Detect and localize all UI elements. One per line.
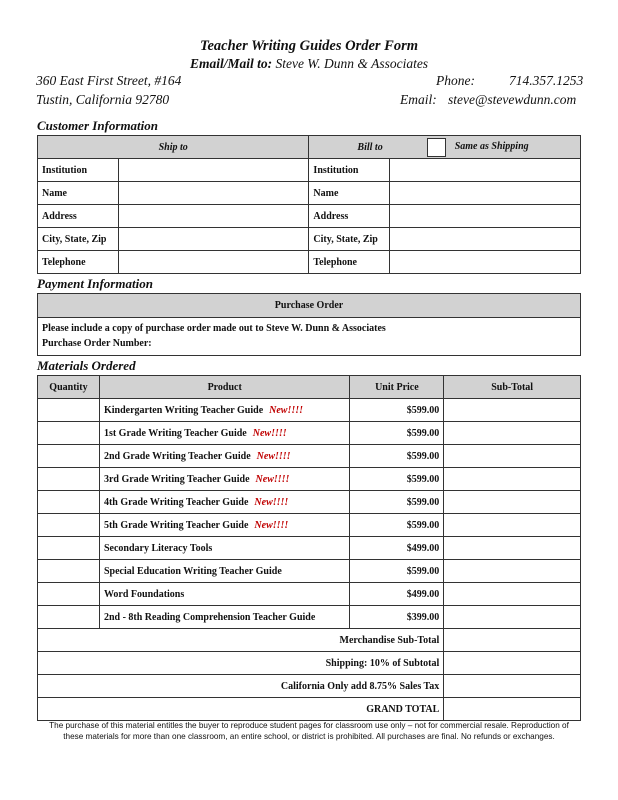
same-as-shipping-checkbox[interactable] [427, 138, 446, 157]
ship-address-label: Address [38, 205, 119, 228]
materials-table [37, 375, 581, 721]
merchandise-subtotal-field[interactable] [444, 629, 581, 652]
unit-price: $599.00 [350, 560, 444, 583]
ship-telephone-label: Telephone [38, 251, 119, 274]
shipping-label: Shipping: 10% of Subtotal [38, 652, 444, 675]
purchase-order-header: Purchase Order [38, 294, 581, 318]
subtotal-field[interactable] [444, 422, 581, 445]
form-title: Teacher Writing Guides Order Form [199, 38, 419, 54]
quantity-field[interactable] [38, 583, 100, 606]
email-mail-label: Email/Mail to: [189, 56, 273, 71]
table-row [38, 399, 581, 422]
product-cell [99, 399, 349, 422]
product-cell [99, 583, 349, 606]
product-name: 2nd - 8th Reading Comprehension Teacher Guide [103, 611, 316, 623]
table-row [38, 560, 581, 583]
unit-price: $599.00 [350, 491, 444, 514]
materials-heading: Materials Ordered [37, 358, 136, 373]
subtotal-column-header: Sub-Total [444, 376, 581, 399]
unit-price: $599.00 [350, 514, 444, 537]
phone-value: 714.357.1253 [509, 73, 584, 88]
ship-city-field[interactable] [118, 228, 309, 251]
quantity-column-header: Quantity [38, 376, 100, 399]
bill-to-label: Bill to [357, 141, 383, 153]
footer-line-2: these materials for more than one classroom, an entire school, or district is prohibited. All purchases are final. No refunds or exchanges. [63, 732, 555, 742]
customer-info-table [37, 135, 581, 274]
table-row [38, 583, 581, 606]
product-name: 5th Grade Writing Teacher Guide [103, 519, 249, 531]
subtotal-field[interactable] [444, 468, 581, 491]
email-value: steve@stevewdunn.com [448, 92, 577, 107]
subtotal-field[interactable] [444, 514, 581, 537]
product-cell [99, 606, 349, 629]
table-row [38, 468, 581, 491]
product-cell [99, 445, 349, 468]
product-cell [99, 560, 349, 583]
new-badge: New!!!! [255, 473, 290, 485]
email-mail-recipient: Steve W. Dunn & Associates [275, 56, 429, 71]
footer-disclaimer [30, 720, 588, 742]
table-row [38, 422, 581, 445]
address-line-1: 360 East First Street, #164 [36, 73, 182, 88]
ship-city-label: City, State, Zip [38, 228, 119, 251]
product-name: Special Education Writing Teacher Guide [103, 565, 282, 577]
email-mail-line [0, 56, 618, 72]
product-name: 4th Grade Writing Teacher Guide [103, 496, 249, 508]
address-line-2: Tustin, California 92780 [36, 92, 170, 107]
sales-tax-label: California Only add 8.75% Sales Tax [38, 675, 444, 698]
bill-city-field[interactable] [390, 228, 581, 251]
product-name: 2nd Grade Writing Teacher Guide [103, 450, 251, 462]
ship-institution-field[interactable] [118, 159, 309, 182]
grand-total-field[interactable] [444, 698, 581, 721]
bill-name-label: Name [309, 182, 390, 205]
bill-address-label: Address [309, 205, 390, 228]
subtotal-field[interactable] [444, 399, 581, 422]
subtotal-field[interactable] [444, 491, 581, 514]
payment-info-table [37, 293, 581, 356]
product-column-header: Product [99, 376, 349, 399]
table-row [38, 606, 581, 629]
product-cell [99, 537, 349, 560]
product-cell [99, 422, 349, 445]
quantity-field[interactable] [38, 399, 100, 422]
unit-price: $599.00 [350, 422, 444, 445]
ship-to-header: Ship to [38, 136, 309, 159]
quantity-field[interactable] [38, 537, 100, 560]
ship-name-label: Name [38, 182, 119, 205]
payment-info-heading: Payment Information [37, 276, 153, 291]
unit-price: $599.00 [350, 445, 444, 468]
shipping-field[interactable] [444, 652, 581, 675]
bill-to-header [309, 136, 581, 159]
product-cell [99, 514, 349, 537]
ship-address-field[interactable] [118, 205, 309, 228]
bill-telephone-field[interactable] [390, 251, 581, 274]
product-name: Secondary Literacy Tools [103, 542, 213, 554]
purchase-order-note: Please include a copy of purchase order made out to Steve W. Dunn & Associates [42, 323, 386, 334]
bill-name-field[interactable] [390, 182, 581, 205]
unit-price: $399.00 [350, 606, 444, 629]
grand-total-label: GRAND TOTAL [38, 698, 444, 721]
unit-price: $599.00 [350, 468, 444, 491]
subtotal-field[interactable] [444, 537, 581, 560]
bill-institution-label: Institution [309, 159, 390, 182]
new-badge: New!!!! [256, 450, 291, 462]
phone-label: Phone: [436, 73, 475, 88]
bill-institution-field[interactable] [390, 159, 581, 182]
new-badge: New!!!! [269, 404, 304, 416]
product-name: Kindergarten Writing Teacher Guide [103, 404, 264, 416]
ship-telephone-field[interactable] [118, 251, 309, 274]
bill-address-field[interactable] [390, 205, 581, 228]
ship-institution-label: Institution [38, 159, 119, 182]
quantity-field[interactable] [38, 491, 100, 514]
purchase-order-number-label: Purchase Order Number: [42, 337, 152, 349]
merchandise-subtotal-label: Merchandise Sub-Total [38, 629, 444, 652]
quantity-field[interactable] [38, 514, 100, 537]
subtotal-field[interactable] [444, 583, 581, 606]
product-name: 3rd Grade Writing Teacher Guide [103, 473, 250, 485]
same-as-shipping-label: Same as Shipping [454, 141, 529, 153]
table-row [38, 445, 581, 468]
quantity-field[interactable] [38, 560, 100, 583]
customer-info-heading: Customer Information [37, 118, 159, 133]
footer-line-1: The purchase of this material entitles the buyer to reproduce student pages for classroom use only – not for commercial resale. Reproduction of [49, 721, 569, 730]
table-row [38, 491, 581, 514]
unit-price: $499.00 [350, 583, 444, 606]
subtotal-field[interactable] [444, 606, 581, 629]
table-row [38, 537, 581, 560]
unit-price-column-header: Unit Price [350, 376, 444, 399]
quantity-field[interactable] [38, 468, 100, 491]
table-row [38, 514, 581, 537]
product-name: Word Foundations [103, 588, 185, 600]
purchase-order-cell[interactable] [38, 318, 581, 356]
ship-name-field[interactable] [118, 182, 309, 205]
sales-tax-field[interactable] [444, 675, 581, 698]
quantity-field[interactable] [38, 445, 100, 468]
new-badge: New!!!! [252, 427, 287, 439]
new-badge: New!!!! [254, 496, 289, 508]
new-badge: New!!!! [254, 519, 289, 531]
quantity-field[interactable] [38, 422, 100, 445]
product-cell [99, 491, 349, 514]
quantity-field[interactable] [38, 606, 100, 629]
subtotal-field[interactable] [444, 445, 581, 468]
subtotal-field[interactable] [444, 560, 581, 583]
unit-price: $599.00 [350, 399, 444, 422]
bill-telephone-label: Telephone [309, 251, 390, 274]
unit-price: $499.00 [350, 537, 444, 560]
email-label: Email: [400, 92, 437, 107]
bill-city-label: City, State, Zip [309, 228, 390, 251]
product-cell [99, 468, 349, 491]
product-name: 1st Grade Writing Teacher Guide [103, 427, 247, 439]
